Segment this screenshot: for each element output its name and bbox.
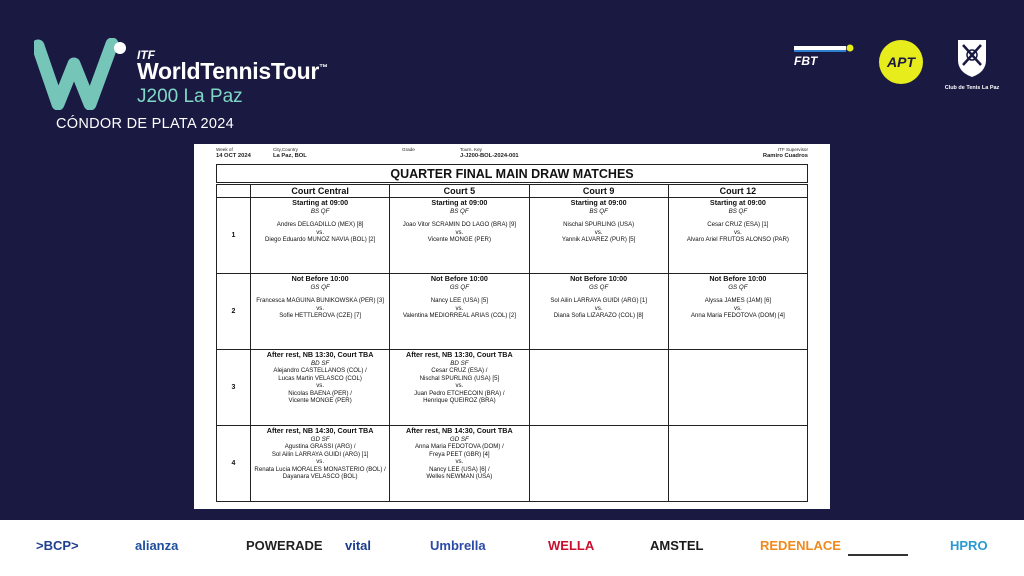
player-b2: Dayanara VELASCO (BOL) [282, 473, 358, 481]
player-b1: Nicolas BAENA (PER) / [288, 389, 352, 397]
round-label: GD SF [310, 435, 330, 443]
player-a1: Andres DELGADILLO (MEX) [8] [276, 221, 364, 229]
vs-label: vs. [316, 382, 325, 390]
tournament-subtitle: J200 La Paz [137, 86, 243, 107]
court-header-row [217, 185, 808, 198]
player-a1: Francesca MAGUINA BUNIKOWSKA (PER) [3] [256, 297, 384, 305]
fbt-logo [790, 44, 856, 72]
round-label: GS QF [728, 283, 748, 291]
round-label: BS QF [728, 207, 748, 215]
player-a1: Nischal SPURLING (USA) [563, 221, 635, 229]
match-cell [668, 198, 807, 274]
round-label: BS QF [450, 207, 469, 215]
corner-cell [217, 185, 251, 198]
supervisor-label: ITF Supervisor [777, 147, 808, 152]
sponsor-logo-wella: WELLA [548, 538, 595, 553]
player-b1: Anna Maria FEDOTOVA (DOM) [4] [690, 312, 785, 320]
start-time: Starting at 09:00 [431, 198, 488, 207]
row-number: 3 [217, 350, 251, 426]
sponsor-logo-umbrella: Umbrella [430, 538, 486, 553]
match-cell [529, 426, 668, 502]
sponsor-logo-powerade: POWERADE [246, 538, 323, 553]
itf-label: ITF [137, 48, 155, 62]
player-b1: Diana Sofia LIZARAZO (COL) [8] [553, 312, 644, 320]
match-cell [390, 350, 529, 426]
player-a1: Cesar CRUZ (ESA) / [431, 367, 488, 375]
week-value: 14 OCT 2024 [216, 153, 251, 159]
player-a1: Joao Vitor SCRAMIN DO LAGO (BRA) [9] [402, 221, 517, 229]
sheet-title: QUARTER FINAL MAIN DRAW MATCHES [216, 164, 808, 183]
start-time: After rest, NB 13:30, Court TBA [266, 350, 374, 359]
match-cell [251, 426, 390, 502]
city-label: City,Country [273, 147, 298, 152]
court-header: Court 9 [529, 185, 668, 198]
vs-label: vs. [455, 228, 464, 236]
match-cell [668, 274, 807, 350]
player-b1: Valentina MEDIORREAL ARIAS (COL) [2] [402, 312, 516, 320]
vs-label: vs. [594, 304, 603, 312]
sponsor-logo-alianza: alianza [135, 538, 179, 553]
round-label: GD SF [449, 435, 469, 443]
row-number: 2 [217, 274, 251, 350]
schedule-table [216, 184, 808, 502]
round-label: BS QF [589, 207, 608, 215]
match-cell [668, 350, 807, 426]
round-label: GS QF [449, 283, 469, 291]
match-cell [390, 198, 529, 274]
world-tennis-tour-title: WorldTennisTour™ [137, 58, 328, 84]
vs-label: vs. [316, 228, 325, 236]
apt-logo: APT [879, 40, 923, 84]
player-b1: Renata Lucia MORALES MONASTERIO (BOL) / [254, 465, 386, 473]
court-header: Court 12 [668, 185, 807, 198]
player-a1: Alyssa JAMES (JAM) [6] [704, 297, 772, 305]
sponsor-logo-hpro: HPRO [950, 538, 988, 553]
schedule-row [217, 350, 808, 426]
grade-label: Grade [402, 147, 415, 152]
player-a1: Cesar CRUZ (ESA) [1] [707, 221, 769, 229]
player-b2: Welles NEWMAN (USA) [426, 473, 493, 481]
sponsor-bar [0, 520, 1024, 576]
player-a1: Anna Maria FEDOTOVA (DOM) / [414, 443, 504, 451]
sponsor-logo-laboratorio [848, 538, 908, 556]
court-header: Court 5 [390, 185, 529, 198]
match-cell [251, 198, 390, 274]
player-b1: Nancy LEE (USA) [6] / [429, 465, 490, 473]
week-label: Week of [216, 147, 233, 152]
start-time: Starting at 09:00 [709, 198, 766, 207]
start-time: After rest, NB 13:30, Court TBA [406, 350, 513, 359]
start-time: Not Before 10:00 [430, 274, 488, 283]
round-label: BD SF [450, 359, 469, 367]
player-a1: Sol Ailin LARRAYA GUIDI (ARG) [1] [550, 297, 647, 305]
player-b1: Diego Eduardo MUNOZ NAVIA (BOL) [2] [264, 236, 376, 244]
player-a1: Agustina GRASSI (ARG) / [284, 443, 356, 451]
player-b2: Vicente MONGE (PER) [288, 397, 352, 405]
player-b1: Yannik ALVAREZ (PUR) [5] [561, 236, 636, 244]
start-time: Starting at 09:00 [292, 198, 349, 207]
vs-label: vs. [455, 458, 464, 466]
match-cell [390, 274, 529, 350]
vs-label: vs. [594, 228, 603, 236]
round-label: GS QF [310, 283, 330, 291]
player-b1: Juan Pedro ETCHECOIN (BRA) / [414, 389, 505, 397]
match-cell [251, 274, 390, 350]
club-shield-icon [955, 38, 989, 78]
start-time: Not Before 10:00 [570, 274, 628, 283]
vs-label: vs. [316, 458, 325, 466]
start-time: Not Before 10:00 [709, 274, 767, 283]
order-of-play-sheet [194, 144, 830, 509]
player-b1: Alvaro Ariel FRUTOS ALONSO (PAR) [686, 236, 789, 244]
player-a2: Nischal SPURLING (USA) [5] [419, 374, 500, 382]
sponsor-logo-amstel: AMSTEL [650, 538, 704, 553]
player-a2: Freya PEET (GBR) [4] [429, 450, 490, 458]
club-logo [942, 38, 1002, 91]
start-time: Starting at 09:00 [570, 198, 627, 207]
spacer [530, 351, 668, 357]
schedule-row [217, 198, 808, 274]
match-cell [390, 426, 529, 502]
match-cell [251, 350, 390, 426]
row-number: 4 [217, 426, 251, 502]
player-b1: Vicente MONGE (PER) [427, 236, 491, 244]
wtt-w-logo-icon [34, 38, 130, 110]
club-label: Club de Tenis La Paz [944, 85, 1000, 91]
round-label: GS QF [588, 283, 609, 291]
sponsor-logo-BCP: >BCP> [36, 538, 79, 553]
vs-label: vs. [733, 228, 742, 236]
event-name: CÓNDOR DE PLATA 2024 [56, 116, 234, 132]
schedule-row [217, 426, 808, 502]
sponsor-logo-redenlace: REDENLACE [760, 538, 841, 553]
player-a1: Nancy LEE (USA) [5] [430, 297, 488, 305]
tourn-key-value: J-J200-BOL-2024-001 [460, 153, 519, 159]
tourn-key-label: Tourn. Key [460, 147, 482, 152]
start-time: After rest, NB 14:30, Court TBA [406, 426, 513, 435]
player-b2: Henrique QUEIROZ (BRA) [423, 397, 496, 405]
round-label: BS QF [310, 207, 330, 215]
court-header: Court Central [251, 185, 390, 198]
row-number: 1 [217, 198, 251, 274]
match-cell [529, 350, 668, 426]
match-cell [529, 198, 668, 274]
spacer [669, 351, 807, 357]
vs-label: vs. [455, 304, 464, 312]
player-a1: Alejandro CASTELLANOS (COL) / [273, 367, 367, 375]
supervisor-value: Ramiro Cuadros [762, 153, 808, 159]
match-cell [668, 426, 807, 502]
vs-label: vs. [455, 382, 464, 390]
schedule-row [217, 274, 808, 350]
spacer [669, 427, 807, 433]
start-time: After rest, NB 14:30, Court TBA [266, 426, 374, 435]
vs-label: vs. [733, 304, 742, 312]
spacer [530, 427, 668, 433]
round-label: BD SF [311, 359, 330, 367]
match-cell [529, 274, 668, 350]
city-value: La Paz, BOL [273, 153, 307, 159]
player-a2: Lucas Martin VELASCO (COL) [278, 374, 362, 382]
start-time: Not Before 10:00 [291, 274, 349, 283]
player-a2: Sol Ailin LARRAYA GUIDI (ARG) [1] [271, 450, 369, 458]
player-b1: Sofie HETTLEROVA (CZE) [7] [279, 312, 362, 320]
vs-label: vs. [316, 304, 325, 312]
svg-text:FBT: FBT [794, 54, 818, 68]
sponsor-logo-vital: vital [345, 538, 372, 553]
